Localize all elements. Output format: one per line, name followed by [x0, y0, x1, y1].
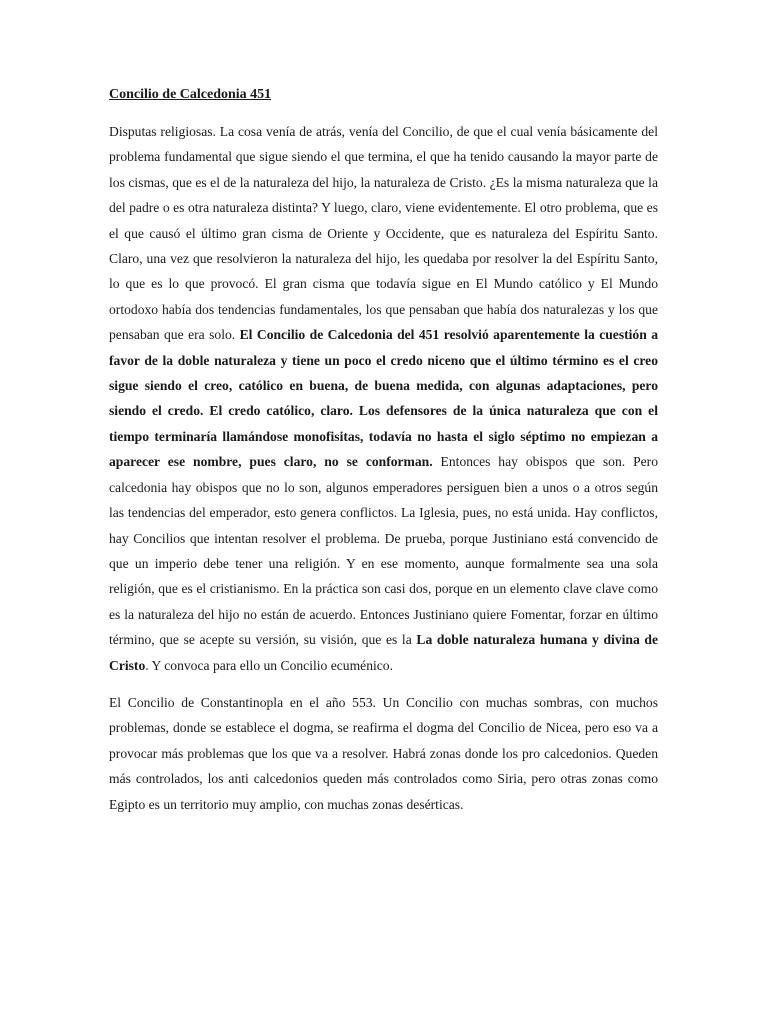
- paragraph-1-text-b: Entonces hay obispos que son. Pero calcedonia hay obispos que no lo son, algunos emperadores persiguen bien a unos o a otros según las tendencias del emperador, esto genera conflictos. La Iglesia, pues, no está unida. Hay conflictos, hay Concilios que intentan resolver el problema. De prueba, porque Justiniano está convencido de que un imperio debe tener una religión. Y en ese momento, aunque formalmente sea una sola religión, que es el cristianismo. En la práctica son casi dos, porque en un elemento clave clave como es la naturaleza del hijo no están de acuerdo. Entonces Justiniano quiere Fomentar, forzar en último término, que se acepte su versión, su visión, que es la: [109, 454, 658, 648]
- paragraph-1: [109, 119, 658, 678]
- paragraph-1-text-a: Disputas religiosas. La cosa venía de atrás, venía del Concilio, de que el cual venía básicamente del problema fundamental que sigue siendo el que termina, el que ha tenido causando la mayor parte de los cismas, que es el de la naturaleza del hijo, la naturaleza de Cristo. ¿Es la misma naturaleza que la del padre o es otra naturaleza distinta? Y luego, claro, viene evidentemente. El otro problema, que es el que causó el último gran cisma de Oriente y Occidente, que es naturaleza del Espíritu Santo. Claro, una vez que resolvieron la naturaleza del hijo, les quedaba por resolver la del Espíritu Santo, lo que es lo que provocó. El gran cisma que todavía sigue en El Mundo católico y El Mundo ortodoxo había dos tendencias fundamentales, los que pensaban que había dos naturalezas y los que pensaban que era solo.: [109, 124, 658, 343]
- document-page: [109, 86, 658, 817]
- paragraph-2: El Concilio de Constantinopla en el año 553. Un Concilio con muchas sombras, con muchos problemas, donde se establece el dogma, se reafirma el dogma del Concilio de Nicea, pero eso va a provocar más problemas que los que va a resolver. Habrá zonas donde los pro calcedonios. Queden más controlados, los anti calcedonios queden más controlados como Siria, pero otras zonas como Egipto es un territorio muy amplio, con muchas zonas desérticas.: [109, 694, 658, 812]
- paragraph-1-text-c: . Y convoca para ello un Concilio ecuménico.: [145, 657, 393, 673]
- paragraph-1-bold-b: La doble naturaleza humana y divina de Cristo: [109, 632, 659, 673]
- paragraph-1-bold-a: El Concilio de Calcedonia del 451 resolvió aparentemente la cuestión a favor de la doble naturaleza y tiene un poco el credo niceno que el último término es el creo sigue siendo el creo, católico en buena, de buena medida, con algunas adaptaciones, pero siendo el credo. El credo católico, claro. Los defensores de la única naturaleza que con el tiempo terminaría llamándose monofisitas, todavía no hasta el siglo séptimo no empiezan a aparecer ese nombre, pues claro, no se conforman.: [109, 327, 659, 470]
- document-title: Concilio de Calcedonia 451: [109, 87, 272, 102]
